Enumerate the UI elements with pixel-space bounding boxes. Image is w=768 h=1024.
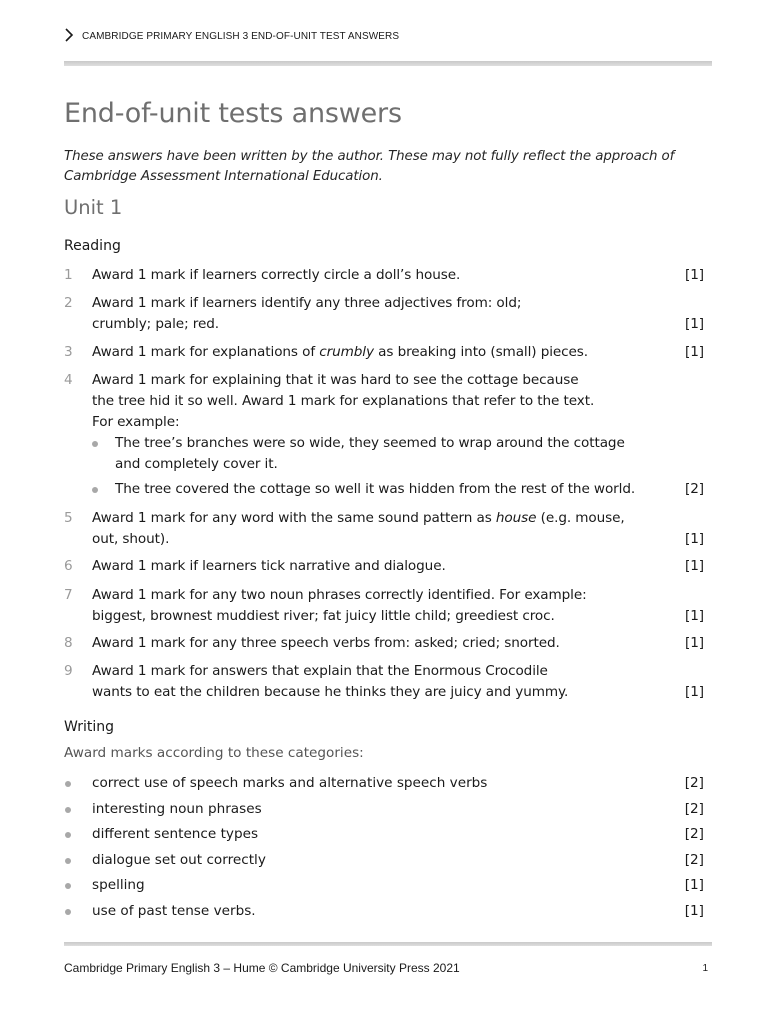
- writing-heading: Writing: [64, 719, 114, 735]
- list-item: [64, 824, 708, 850]
- question-text-continued: For example:: [92, 414, 180, 430]
- question-text: Award 1 mark for any three speech verbs from: asked; cried; snorted.: [92, 635, 560, 651]
- question-text-start: Award 1 mark for any word with the same sound pattern as: [92, 510, 496, 526]
- criterion-text: interesting noun phrases: [92, 800, 262, 817]
- question-number: 5: [64, 510, 73, 526]
- criterion-text: dialogue set out correctly: [92, 851, 266, 868]
- question-1: [64, 265, 708, 286]
- question-number: 8: [64, 635, 73, 651]
- example-bullet: [92, 479, 674, 500]
- writing-subtitle: Award marks according to these categories:: [64, 745, 364, 761]
- list-item: [64, 799, 708, 825]
- bullet-icon: [65, 858, 71, 864]
- bullet-icon: [65, 781, 71, 787]
- bullet-icon: [65, 807, 71, 813]
- criterion-text: use of past tense verbs.: [92, 902, 256, 919]
- mark-value: [1]: [684, 877, 704, 893]
- question-7: [64, 585, 708, 627]
- bullet-text: The tree covered the cottage so well it was hidden from the rest of the world.: [115, 481, 636, 497]
- emphasis-word: house: [495, 510, 537, 526]
- list-item: [64, 850, 708, 876]
- question-5: [64, 508, 708, 550]
- mark-value: [1]: [685, 344, 704, 360]
- unit-title: Unit 1: [64, 196, 123, 219]
- question-text: [92, 342, 674, 363]
- question-8: [64, 633, 708, 654]
- list-item: [64, 773, 708, 799]
- criterion-text: spelling: [92, 877, 145, 893]
- mark-value: [2]: [684, 775, 704, 791]
- running-header: [64, 28, 399, 45]
- question-number: 1: [64, 267, 73, 283]
- question-number: 3: [64, 344, 73, 360]
- chevron-right-icon: [64, 28, 76, 45]
- question-text: Award 1 mark for answers that explain that the Enormous Crocodile: [92, 663, 548, 679]
- question-text-continued: the tree hid it so well. Award 1 mark for explanations that refer to the text.: [92, 393, 595, 409]
- question-9: [64, 661, 708, 703]
- question-text-continued: out, shout).: [92, 531, 170, 547]
- list-item: [64, 901, 708, 927]
- question-text: Award 1 mark if learners correctly circle a doll’s house.: [92, 267, 461, 283]
- mark-value: [2]: [684, 800, 704, 817]
- footer-divider: [64, 942, 712, 946]
- bullet-icon: [65, 832, 71, 838]
- question-text-end: as breaking into (small) pieces.: [373, 344, 589, 360]
- bullet-text-continued: and completely cover it.: [115, 456, 278, 472]
- question-text-continued: biggest, brownest muddiest river; fat juicy little child; greediest croc.: [92, 608, 555, 624]
- question-number: 6: [64, 558, 73, 574]
- example-bullet: [92, 433, 674, 475]
- question-number: 4: [64, 372, 73, 388]
- bullet-icon: [92, 487, 98, 493]
- question-text: [92, 508, 674, 529]
- bullet-icon: [65, 883, 71, 889]
- header-divider: [64, 61, 712, 66]
- mark-value: [2]: [684, 851, 704, 868]
- criterion-text: correct use of speech marks and alternative speech verbs: [92, 775, 488, 791]
- bullet-text: The tree’s branches were so wide, they seemed to wrap around the cottage: [115, 435, 625, 451]
- question-text: Award 1 mark for any two noun phrases correctly identified. For example:: [92, 587, 587, 603]
- bullet-icon: [65, 909, 71, 915]
- intro-text: These answers have been written by the author. These may not fully reflect the approach of Cambridge Assessment International Education.: [64, 149, 675, 184]
- bullet-icon: [92, 441, 98, 447]
- footer-text: Cambridge Primary English 3 – Hume © Cambridge University Press 2021: [64, 961, 460, 975]
- question-6: [64, 556, 708, 577]
- question-text: Award 1 mark if learners tick narrative and dialogue.: [92, 558, 446, 574]
- question-text-continued: crumbly; pale; red.: [92, 316, 219, 332]
- mark-value: [1]: [685, 684, 704, 700]
- mark-value: [1]: [685, 635, 704, 651]
- question-number: 9: [64, 663, 73, 679]
- page-number: 1: [702, 963, 708, 974]
- page-title: End-of-unit tests answers: [64, 98, 402, 129]
- mark-value: [1]: [685, 608, 704, 624]
- mark-value: [1]: [685, 316, 704, 332]
- header-title: CAMBRIDGE PRIMARY ENGLISH 3 END-OF-UNIT TEST ANSWERS: [82, 31, 400, 42]
- question-number: 2: [64, 295, 73, 311]
- mark-value: [1]: [684, 902, 704, 919]
- emphasis-word: crumbly: [319, 344, 374, 360]
- mark-value: [1]: [685, 267, 704, 283]
- question-4: [64, 370, 708, 500]
- writing-criteria-list: [64, 773, 708, 926]
- question-text-start: Award 1 mark for explanations of: [92, 344, 320, 360]
- mark-value: [1]: [685, 558, 704, 574]
- list-item: [64, 875, 708, 901]
- mark-value: [1]: [685, 531, 704, 547]
- question-number: 7: [64, 587, 73, 603]
- mark-value: [2]: [685, 481, 704, 497]
- question-text-end: (e.g. mouse,: [536, 510, 625, 526]
- question-text: Award 1 mark if learners identify any three adjectives from: old;: [92, 295, 522, 311]
- mark-value: [2]: [684, 826, 704, 842]
- question-2: [64, 293, 708, 335]
- question-3: [64, 342, 708, 363]
- question-text-continued: wants to eat the children because he thinks they are juicy and yummy.: [92, 684, 569, 700]
- question-text: Award 1 mark for explaining that it was hard to see the cottage because: [92, 372, 579, 388]
- reading-heading: Reading: [64, 238, 121, 254]
- criterion-text: different sentence types: [92, 826, 259, 842]
